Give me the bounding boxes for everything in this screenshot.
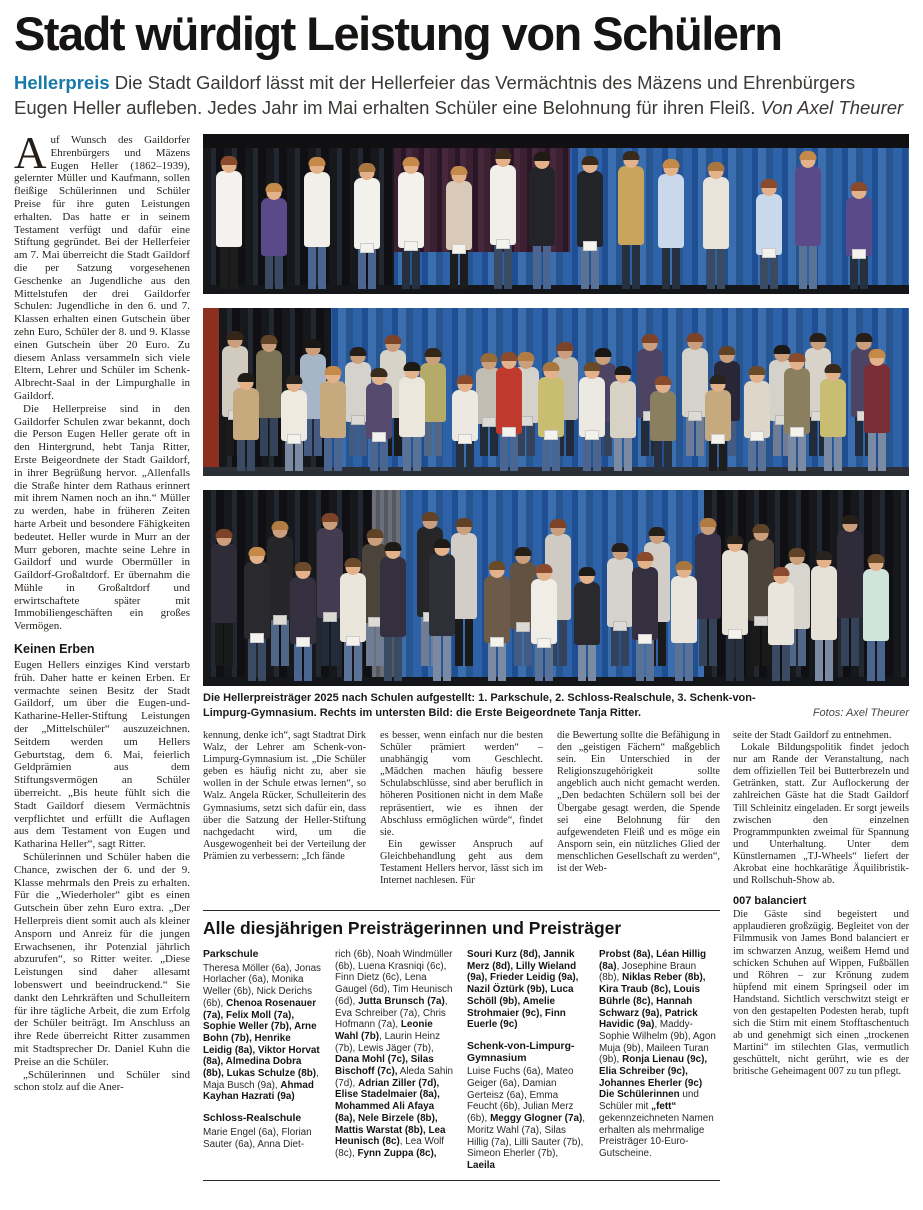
article-body xyxy=(14,128,909,1181)
article-column-2 xyxy=(203,730,366,902)
person-figure xyxy=(527,566,561,681)
subheading-007-balanciert: 007 balanciert xyxy=(733,895,807,908)
person-figure xyxy=(229,375,263,471)
prize-section-heading: Alle diesjährigen Preisträgerinnen und Preisträger xyxy=(203,918,622,938)
paragraph: Ein gewisser Anspruch auf Gleichbehandlung geht aus dem Testament Hellers hervor, lässt sich im Internet nachlesen. Für xyxy=(380,838,543,887)
article-column-4 xyxy=(557,730,720,902)
person-figure xyxy=(240,549,274,681)
standfirst xyxy=(14,70,909,120)
person-figure xyxy=(534,364,568,471)
prize-names: Marie Engel (6a), Florian Sauter (6a), Anna Diet- xyxy=(203,1126,312,1150)
person-figure xyxy=(764,569,798,681)
person-figure xyxy=(791,153,825,289)
article-continuation xyxy=(203,730,720,902)
kicker: Hellerpreis xyxy=(14,72,110,93)
prize-names: Die Schülerinnen und Schüler mit „fett“ gekennzeichneten Namen erhalten als mehrmalige Preisträger 10-Euro-Gutscheine. xyxy=(599,1089,714,1159)
person-figure xyxy=(486,152,520,289)
paragraph: kennung, denke ich“, sagt Stadtrat Dirk Walz, der Lehrer am Schenk-von-Limpurg-Gymnasium ist. „Die Schüler geben es häufig nicht zu, aber sie wollen in der Schule etwas lernen“, so Walz. Angela Rücker, Schulleiterin des Gymnasiums, setzt sich dafür ein, dass über die Satzung der Heller-Stiftung nachgedacht wird, um die Ausgewogenheit bei der Verteilung der Prämien zu verbessern: „Ich fände xyxy=(203,730,366,862)
person-figure xyxy=(277,377,311,471)
caption-text: Die Hellerpreisträger 2025 nach Schulen aufgestellt: 1. Parkschule, 2. Schloss-Realschule, 3. Schenk-von-Limpurg-Gymnasium. Rechts im untersten Bild: die Erste Beigeordnete Tanja Ritter. xyxy=(203,692,756,719)
prize-names: Theresa Möller (6a), Jonas Horlacher (6a), Monika Weller (6b), Nick Derichs (6b), Chenoa Rosenauer (7a), Felix Moll (7a), Sophie Weller (7b), Arne Bohn (7b), Henrike Leidig (8a), Viktor Horvat (8a), Almedina Dobra (8b), Lukas Schulze (8b), Maja Busch (9a), Ahmad Kayhan Hazrati (9a) xyxy=(203,962,321,1103)
paragraph: Schülerinnen und Schüler haben die Chance, zwischen der 6. und der 9. Klasse mehrmals den Preis zu erhalten. Für die „Wiederholer“ gibt es einen Gutschein über zehn Euro extra. „Der Hellerpreis dient somit auch als kleiner Ansporn und Anreiz für die jungen Erwachsenen, ihr Potenzial jährlich abzurufen“, so Ritter weiter. „Diese Leistungen sind daher allesamt lobenswert und beeindruckend.“ Sie dankt den Lehrkräften und Schulleitern für ihre tägliche Arbeit, die zum Erfolg der Schüler beiträgt. Im Anschluss an ihre Rede überreicht Ritter zusammen mit Stadtsprecher Dr. Daniel Kuhn die Preise an die Schüler. xyxy=(14,851,190,1068)
article-column-3 xyxy=(380,730,543,902)
person-figure xyxy=(575,364,609,471)
person-figure xyxy=(646,378,680,471)
person-figure xyxy=(212,158,246,289)
person-figure xyxy=(718,537,752,681)
paragraph: es besser, wenn einfach nur die besten Schüler prämiert werden“ – unabhängig vom Geschlecht. „Mädchen machen häufig bessere Schulabschlüsse, sind aber beruflich in höheren Positionen nicht in dem Maße repräsentiert, wie es ihnen der Abschluss ermöglichen würde“, findet sie. xyxy=(380,730,543,838)
photo-credit: Fotos: Axel Theurer xyxy=(812,707,909,719)
students-group xyxy=(203,308,909,476)
person-figure xyxy=(362,370,396,471)
paragraph: die Bewertung sollte die Befähigung in den „geistigen Fächern“ maßgeblich sein. Ein Unterschied in der Religionszugehörigkeit sollte angeblich auch nicht gemacht werden. „Den bedachten Schülern soll bei der Übergabe gesagt werden, die Spende sei eine Belohnung für den aufgewendeten Fleiß und es möge ein Ansporn sein, ein nützliches Glied der menschlichen Gesellschaft zu werden“, ist der Web- xyxy=(557,730,720,875)
paragraph: Die Gäste sind begeistert und applaudieren großzügig. Begleitet von der Filmmusik von James Bond balanciert er im schwarzen Anzug, weißem Hemd und schicken Schuhen auf Wippen, Fußbällen und Röhren – zur Krönung zudem hüpfend mit einem Springseil oder im Handstand. Sichtlich verschwitzt steigt er von den gestapelten Podesten herab, tupft sich die Stirn mit einem Stofftaschentuch ab und genehmigt sich einen „trockenen Martini“ im stilechten Glas, vermutlich geschüttelt, nicht gerührt, wie es der britische Geheimagent 007 zu tun pflegt. xyxy=(733,909,909,1078)
person-figure xyxy=(614,153,648,289)
person-figure xyxy=(667,563,701,681)
photo-gymnasium xyxy=(203,490,909,686)
person-figure xyxy=(816,366,850,471)
person-figure xyxy=(628,554,662,681)
person-figure xyxy=(860,351,894,471)
person-figure xyxy=(336,560,370,681)
prize-column-3 xyxy=(467,949,586,1172)
prize-column-4 xyxy=(599,949,718,1172)
divider-rule-bottom xyxy=(203,1180,720,1181)
prize-list xyxy=(203,949,720,1172)
paragraph: Die Hellerpreise sind in den Gaildorfer Schulen zwar bekannt, doch die Person Eugen Heller gerate oft in den Hintergrund, hebt Tanja Ritter, Erste Beigeordnete der Stadt Gaildorf, in ihrer Begrüßung hervor. „Allenfalls die Straße hinter dem Rathaus erinnert mit ihrem Namen noch an ihn.“ Müller zu werden, habe in früheren Zeiten harte Arbeit und besondere Fähigkeiten bedeutet. Heller wurde in Murr an der Murr geboren, machte seine Lehre in Gaildorf und wurde Obermüller in Gaildorf-Großaltdorf. Er übernahm die Mühle in Großaltdorf und erwirtschaftete später mit Immobiliengeschäften ein großes Vermögen. xyxy=(14,402,190,633)
school-heading: Schloss-Realschule xyxy=(203,1113,302,1125)
person-figure xyxy=(654,161,688,289)
paragraph: seite der Stadt Gaildorf zu entnehmen. xyxy=(733,730,892,741)
prize-names: Probst (8a), Léan Hillig (8a), Josephine Braun (8b), Niklas Reber (8b), Kira Traub (8c), Louis Bührle (8c), Hannah Schwarz (9a), Patrick Havidic (9a), Maddy-Sophie Wilhelm (9b), Agon Muja (9b), Maileen Turan (9b), Ronja Lienau (9c), Elia Schreiber (9c), Johannes Eherler (9c) xyxy=(599,949,716,1089)
person-figure xyxy=(752,181,786,289)
prize-column-1 xyxy=(203,949,322,1172)
person-figure xyxy=(300,159,334,289)
subheading-keinen-erben: Keinen Erben xyxy=(14,642,95,657)
school-heading: Schenk-von-Limpurg-Gymnasium xyxy=(467,1040,575,1064)
paragraph: Auf Wunsch des Gaildorfer Ehrenbürgers und Mäzens Eugen Heller (1862–1939), gelernter Müller und Kaufmann, sollen fleißige Schülerinnen und Schüler Preise für ihre guten Leistungen erhalten. Das hatte er in seinem Testament verfügt und dafür eine Stiftung gegründet. Bei der Hellerfeier am 7. Mai überreicht die Stadt Gaildorf die per Satzung vorgesehenen Geschenke an Jugendliche aus den Mittelstufen der drei Gaildorfer Schulen: Jugendliche in den 6. und 7. Klassen erhalten einen Gutschein über zehn Euro, Schüler der 8. und 9. Klasse einen Gutschein über 20 Euro. Zu diesem Anlass versammeln sich viele Eltern, Lehrer und Schüler im Schenk-Albrecht-Saal in der Limpurghalle in Gaildorf. xyxy=(14,128,190,402)
person-figure xyxy=(701,377,735,471)
students-group xyxy=(203,490,909,686)
person-figure xyxy=(425,541,459,681)
standfirst-text: Die Stadt Gaildorf lässt mit der Hellerfeier das Vermächtnis des Mäzens und Ehrenbürgers Eugen Heller aufleben. Jedes Jahr im Mai erhalten Schüler eine Belohnung für ihren Fleiß. xyxy=(14,72,856,118)
person-figure xyxy=(448,377,482,471)
article-column-5 xyxy=(733,730,909,1079)
prize-column-2 xyxy=(335,949,454,1172)
paragraph: Eugen Hellers einziges Kind verstarb früh. Daher hatte er keinen Erben. Er vermachte seinen Besitz der Stadt Gaildorf, um über die Eugen-und-Katharine-Heller-Stiftung Leistungen der „Mittelschüler“ auszuzeichnen. Seitdem werden um Hellers Geburtstag, dem 6. Mai, feierlich Geldprämien aus dem Stiftungsvermögen an Schüler überreicht. „Bis heute fühlt sich die Stadt Gaildorf diesem Vermächtnis verpflichtet und erfüllt die Auflagen aus dem Testament von Eugen und Katharina Heller“, sagt Ritter. xyxy=(14,659,190,851)
person-figure xyxy=(525,154,559,289)
person-figure xyxy=(480,563,514,681)
person-figure xyxy=(699,164,733,289)
person-figure xyxy=(573,158,607,289)
person-figure xyxy=(570,569,604,681)
school-heading: Parkschule xyxy=(203,949,259,960)
right-area xyxy=(203,134,909,1181)
article-column-1 xyxy=(14,128,190,1094)
person-figure xyxy=(207,531,241,666)
photo-caption xyxy=(203,691,909,721)
byline: Von Axel Theurer xyxy=(760,97,904,118)
prize-names: rich (6b), Noah Windmüller (6b), Luena Krasniqi (6c), Finn Dietz (6c), Lena Gaugel (6d), Tim Heunisch (6d), Jutta Brunsch (7a), Eva Schreiber (7a), Chris Hofmann (7a), Leonie Wahl (7b), Laurin Heinz (7b), Lewis Jäger (7b), Dana Mohl (7c), Silas Bischoff (7c), Aleda Sahin (7d), Adrian Ziller (7d), Elise Stadelmaier (8a), Mohammed Ali Afaya (8a), Nele Birzele (8b), Mattis Warstat (8b), Lea Heunisch (8c), Lea Wolf (8c), Fynn Zuppa (8c), xyxy=(335,949,454,1159)
lower-section xyxy=(203,730,909,1181)
person-figure xyxy=(807,553,841,681)
person-figure xyxy=(395,364,429,472)
person-figure xyxy=(316,368,350,471)
person-figure xyxy=(859,556,893,681)
person-figure xyxy=(350,165,384,289)
person-figure xyxy=(780,355,814,471)
person-figure xyxy=(376,544,410,681)
headline: Stadt würdigt Leistung von Schülern xyxy=(14,7,782,60)
paragraph: Lokale Bildungspolitik findet jedoch nur am Rande der Veranstaltung, nach dem offiziellen Teil bei Butterbrezeln und Getränken, statt. Zur Auflockerung der zahlreichen Gäste hat die Stadt Gaildorf Till Schleinitz eingeladen. Er sorgt jeweils zwischen den einzelnen Programmpunkten zweimal für Spannung und Unterhaltung. Unter dem Künstlernamen „TJ-Wheels“ liefert der Akrobat eine hochkarätige Äquilibristik- und Rollschuh-Show ab. xyxy=(733,742,909,887)
person-figure xyxy=(492,354,526,471)
photo-schloss-realschule xyxy=(203,308,909,476)
students-group xyxy=(203,134,909,294)
person-figure xyxy=(842,184,876,289)
person-figure xyxy=(394,159,428,289)
person-figure xyxy=(442,168,476,289)
divider-rule-top xyxy=(203,910,720,911)
prize-names: Souri Kurz (8d), Jannik Merz (8d), Lilly Wieland (9a), Frieder Leidig (9a), Nazil Öztürk (9b), Luca Schöll (9b), Amelie Strohmaier (9c), Finn Euerle (9c) xyxy=(467,949,579,1031)
person-figure xyxy=(257,185,291,289)
photo-parkschule xyxy=(203,134,909,294)
person-figure xyxy=(606,368,640,471)
person-figure xyxy=(286,564,320,681)
paragraph: „Schülerinnen und Schüler sind schon stolz auf die Aner- xyxy=(14,1068,190,1094)
middle-block xyxy=(203,730,720,1181)
person-figure xyxy=(740,368,774,471)
prize-names: Luise Fuchs (6a), Mateo Geiger (6a), Damian Gerteisz (6a), Emma Feucht (6b), Julian Merz (6b), Meggy Glogner (7a), Moritz Wahl (7a), Silas Hillig (7a), Lilli Sauter (7b), Simeon Eherler (7b), Laeila xyxy=(467,1066,585,1171)
